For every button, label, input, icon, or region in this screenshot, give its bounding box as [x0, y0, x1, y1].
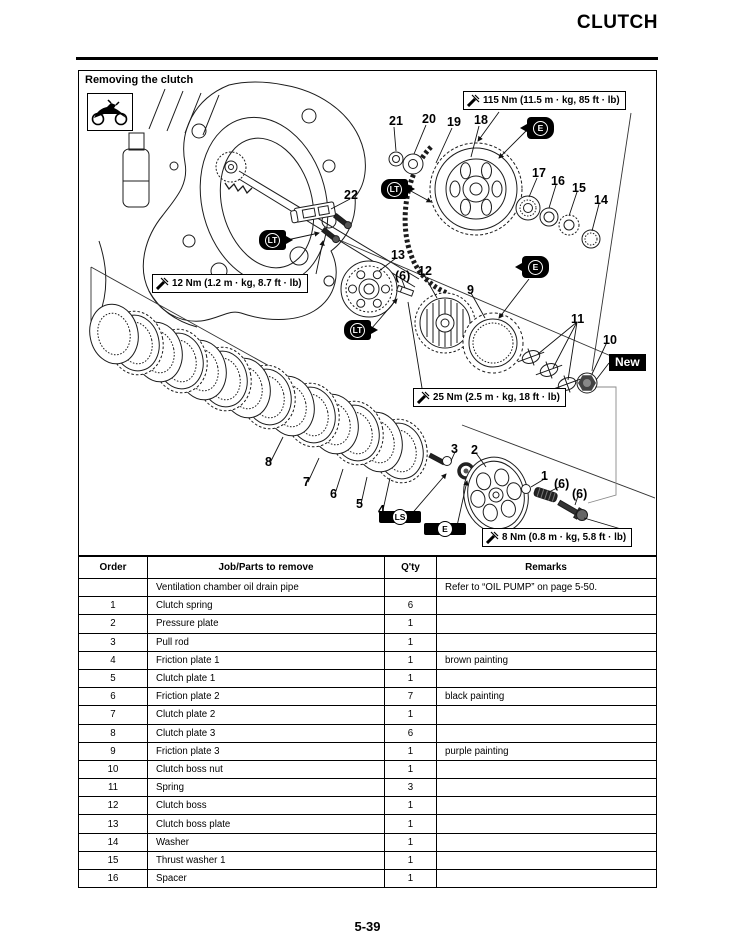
- table-row: [79, 705, 656, 723]
- cell-remarks: Refer to “OIL PUMP” on page 5-50.: [436, 579, 655, 596]
- cell-remarks: [436, 779, 655, 796]
- table-row: [79, 596, 656, 614]
- cell-remarks: brown painting: [436, 652, 655, 669]
- locking-agent-badge: [259, 230, 286, 250]
- cell-remarks: [436, 834, 655, 851]
- table-row: [79, 760, 656, 778]
- header-job: Job/Parts to remove: [147, 557, 384, 578]
- cell-order: 5: [110, 673, 116, 685]
- cell-job: Clutch boss nut: [147, 761, 384, 778]
- cell-job: Friction plate 2: [147, 688, 384, 705]
- part-label-3: 3: [451, 442, 458, 456]
- cell-qty: 1: [384, 743, 436, 760]
- cell-qty: 6: [384, 725, 436, 742]
- header-remarks: Remarks: [436, 557, 655, 578]
- part-label-8: 8: [265, 455, 272, 469]
- cell-job: Thrust washer 1: [147, 852, 384, 869]
- lithium-grease-label: LS: [392, 509, 408, 525]
- part-label-qty6-b: (6): [554, 477, 570, 491]
- torque-wrench-icon: [156, 277, 169, 290]
- part-label-18: 18: [474, 113, 488, 127]
- cell-qty: 1: [384, 834, 436, 851]
- locking-agent-badge: [381, 179, 408, 199]
- cell-job: Washer: [147, 834, 384, 851]
- cell-qty: 3: [384, 779, 436, 796]
- part-label-9: 9: [467, 283, 474, 297]
- cell-order: 1: [110, 600, 116, 612]
- cell-remarks: [436, 725, 655, 742]
- part-label-17: 17: [532, 166, 546, 180]
- cell-qty: 1: [384, 815, 436, 832]
- locking-agent-badge: [344, 320, 371, 340]
- table-row: [79, 778, 656, 796]
- part-label-13: 13: [391, 248, 405, 262]
- cell-qty: 1: [384, 670, 436, 687]
- locking-agent-label: LT: [387, 182, 402, 197]
- washer-21-20: [389, 152, 423, 174]
- cell-remarks: purple painting: [436, 743, 655, 760]
- cell-order: [79, 579, 147, 596]
- cell-remarks: [436, 797, 655, 814]
- figure-title: Removing the clutch: [85, 74, 194, 86]
- cell-job: Friction plate 1: [147, 652, 384, 669]
- table-row: [79, 633, 656, 651]
- table-row: [79, 796, 656, 814]
- part-label-6: 6: [330, 487, 337, 501]
- plate-stack-drawing: [84, 300, 433, 488]
- cell-job: Clutch boss: [147, 797, 384, 814]
- cell-job: Clutch boss plate: [147, 815, 384, 832]
- table-header-row: [79, 557, 656, 578]
- parts-table: [78, 556, 657, 888]
- torque-wrench-icon: [417, 391, 430, 404]
- cell-qty: 1: [384, 852, 436, 869]
- cell-order: 10: [107, 763, 119, 775]
- cell-qty: 1: [384, 706, 436, 723]
- motorcycle-icon: [90, 97, 130, 127]
- torque-callout-25: [413, 388, 566, 407]
- table-row: [79, 833, 656, 851]
- cell-job: Friction plate 3: [147, 743, 384, 760]
- part-label-20: 20: [422, 112, 436, 126]
- cell-order: 6: [110, 691, 116, 703]
- header-qty: Q'ty: [384, 557, 436, 578]
- torque-text: 12 Nm (1.2 m · kg, 8.7 ft · lb): [172, 278, 302, 289]
- boss-nut-drawing: [577, 373, 597, 393]
- cell-qty: 1: [384, 870, 436, 887]
- cell-job: Clutch spring: [147, 597, 384, 614]
- torque-text: 115 Nm (11.5 m · kg, 85 ft · lb): [483, 95, 620, 106]
- table-row: [79, 724, 656, 742]
- cell-qty: 6: [384, 597, 436, 614]
- cell-qty: 1: [384, 797, 436, 814]
- cell-qty: [384, 579, 436, 596]
- table-row: [79, 651, 656, 669]
- cell-order: 9: [110, 745, 116, 757]
- part-label-21: 21: [389, 114, 403, 128]
- torque-text: 8 Nm (0.8 m · kg, 5.8 ft · lb): [502, 532, 627, 543]
- table-row: [79, 814, 656, 832]
- cell-order: 8: [110, 727, 116, 739]
- engine-oil-bar-badge: [424, 523, 466, 535]
- table-row: [79, 614, 656, 632]
- cell-qty: 1: [384, 761, 436, 778]
- cell-qty: 1: [384, 652, 436, 669]
- figure-box: [78, 70, 657, 556]
- cell-qty: 7: [384, 688, 436, 705]
- part-label-19: 19: [447, 115, 461, 129]
- page-title: CLUTCH: [576, 12, 658, 33]
- part-label-qty6-a: (6): [395, 269, 411, 283]
- cell-qty: 1: [384, 615, 436, 632]
- cell-remarks: [436, 706, 655, 723]
- cell-job: Pressure plate: [147, 615, 384, 632]
- cell-job: Ventilation chamber oil drain pipe: [147, 579, 384, 596]
- cell-remarks: [436, 634, 655, 651]
- cell-order: 13: [107, 818, 119, 830]
- cell-remarks: [436, 870, 655, 887]
- part-label-qty6-c: (6): [572, 487, 588, 501]
- clutch-housing-drawing: [430, 143, 522, 235]
- table-row: [79, 869, 656, 887]
- part-label-5: 5: [356, 497, 363, 511]
- cell-remarks: black painting: [436, 688, 655, 705]
- cell-job: Clutch plate 1: [147, 670, 384, 687]
- cell-job: Spacer: [147, 870, 384, 887]
- torque-text: 25 Nm (2.5 m · kg, 18 ft · lb): [433, 392, 560, 403]
- torque-wrench-icon: [486, 531, 499, 544]
- part-label-11: 11: [571, 312, 585, 326]
- cell-remarks: [436, 670, 655, 687]
- cell-order: 2: [110, 618, 116, 630]
- cell-order: 4: [110, 654, 116, 666]
- table-row: [79, 851, 656, 869]
- part-label-4: 4: [378, 503, 385, 517]
- table-row: [79, 669, 656, 687]
- engine-oil-label: E: [528, 260, 543, 275]
- torque-wrench-icon: [467, 94, 480, 107]
- table-row: [79, 742, 656, 760]
- cell-job: Clutch plate 2: [147, 706, 384, 723]
- page-number: 5-39: [354, 919, 381, 934]
- table-row: [79, 687, 656, 705]
- cell-order: 12: [107, 800, 119, 812]
- cell-job: Spring: [147, 779, 384, 796]
- cell-remarks: [436, 815, 655, 832]
- cell-order: 16: [107, 873, 119, 885]
- torque-callout-115: [463, 91, 626, 110]
- lithium-grease-badge: [379, 511, 421, 523]
- engine-oil-label: E: [533, 121, 548, 136]
- part-label-16: 16: [551, 174, 565, 188]
- cell-order: 3: [110, 636, 116, 648]
- cell-order: 7: [110, 709, 116, 721]
- part-label-7: 7: [303, 475, 310, 489]
- motorcycle-icon-box: [87, 93, 133, 131]
- friction-plate9-drawing: [463, 313, 523, 373]
- engine-oil-badge: [522, 256, 549, 278]
- cell-order: 14: [107, 836, 119, 848]
- cell-remarks: [436, 597, 655, 614]
- cell-qty: 1: [384, 634, 436, 651]
- locking-agent-label: LT: [265, 233, 280, 248]
- cell-job: Pull rod: [147, 634, 384, 651]
- part-label-14: 14: [594, 193, 608, 207]
- cell-order: 11: [107, 782, 119, 794]
- engine-oil-label: E: [437, 521, 453, 537]
- cell-remarks: [436, 852, 655, 869]
- part-label-22: 22: [344, 188, 358, 202]
- part-label-12: 12: [418, 264, 432, 278]
- cell-remarks: [436, 615, 655, 632]
- torque-callout-12: [152, 274, 308, 293]
- part-label-15: 15: [572, 181, 586, 195]
- part-label-2: 2: [471, 443, 478, 457]
- table-row: [79, 578, 656, 596]
- cell-job: Clutch plate 3: [147, 725, 384, 742]
- cell-order: 15: [107, 854, 119, 866]
- locking-agent-label: LT: [350, 323, 365, 338]
- header-rule: [76, 57, 658, 60]
- cell-remarks: [436, 761, 655, 778]
- torque-callout-8: [482, 528, 632, 547]
- part-label-10: 10: [603, 333, 617, 347]
- header-order: Order: [99, 562, 127, 573]
- pull-rod-drawing: [429, 453, 473, 478]
- small-parts-drawing: [516, 196, 600, 248]
- part-label-1: 1: [541, 469, 548, 483]
- engine-oil-badge: [527, 117, 554, 139]
- new-badge: New: [609, 354, 646, 371]
